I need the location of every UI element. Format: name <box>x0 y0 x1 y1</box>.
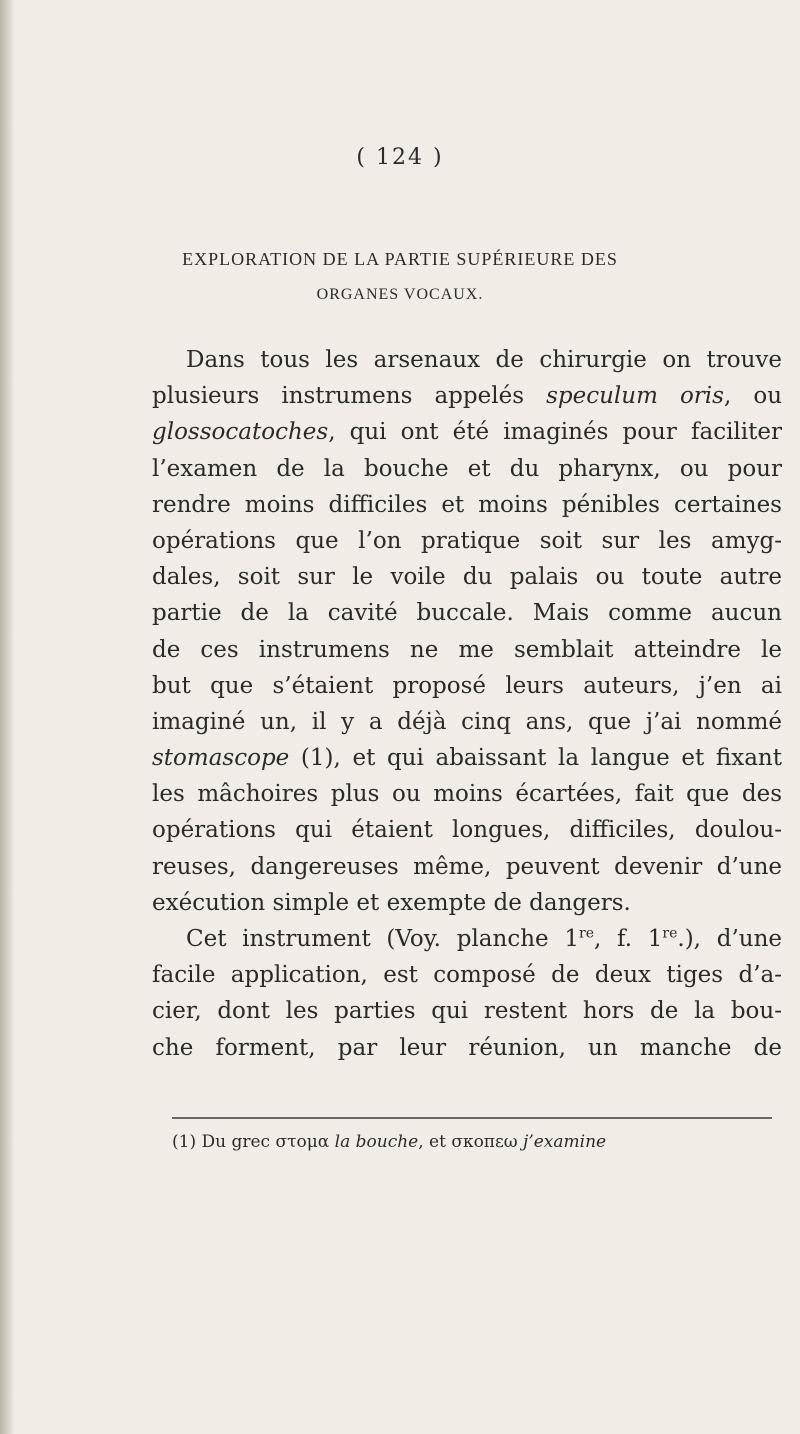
text-line: opérations qui étaient longues, difficiles, doulou- <box>152 817 782 844</box>
footnote-divider <box>172 1117 772 1119</box>
text-span: , f. 1 <box>593 926 663 952</box>
text-span: plusieurs instrumens appelés <box>152 383 547 410</box>
text-line: Dans tous les arsenaux de chirurgie on trouve <box>186 347 782 373</box>
text-span: , ou <box>723 383 783 410</box>
text-span: , et <box>418 1132 452 1152</box>
text-line <box>152 414 782 450</box>
text-span: .), d’une <box>677 926 782 952</box>
text-line: l’examen de la bouche et du pharynx, ou pour <box>152 455 782 482</box>
text-line: les mâchoires plus ou moins écartées, fait que des <box>152 781 782 808</box>
text-line <box>152 921 782 957</box>
page-number: ( 124 ) <box>356 145 444 170</box>
text-line: cier, dont les parties qui restent hors de la bou- <box>152 998 782 1025</box>
text-span: (1) Du grec <box>172 1132 276 1152</box>
text-line: facile application, est composé de deux tiges d’a- <box>152 962 782 989</box>
greek-word: σκοπεω <box>451 1132 518 1152</box>
text-line: opérations que l’on pratique soit sur les amyg- <box>152 527 782 554</box>
italic-term: la bouche <box>329 1132 419 1152</box>
text-span: , qui ont été imaginés pour faciliter <box>328 419 782 446</box>
superscript: re <box>662 925 678 942</box>
footnote <box>172 1132 606 1152</box>
greek-word: στομα <box>275 1132 330 1152</box>
italic-term: glossocatoches <box>152 419 329 446</box>
section-heading-line-2: ORGANES VOCAUX. <box>316 286 484 303</box>
page-gutter-shadow <box>0 0 14 1434</box>
italic-term: speculum oris <box>546 383 724 410</box>
text-line: che forment, par leur réunion, un manche de <box>152 1034 782 1061</box>
superscript: re <box>579 925 594 942</box>
text-line: rendre moins difficiles et moins pénibles certaines <box>152 491 782 518</box>
text-line: dales, soit sur le voile du palais ou toute autre <box>152 564 782 591</box>
text-line: imaginé un, il y a déjà cinq ans, que j’ai nommé <box>152 708 782 735</box>
body-paragraph <box>152 342 782 1066</box>
text-line: de ces instrumens ne me semblait atteindre le <box>152 636 782 663</box>
italic-term: j’examine <box>517 1132 607 1152</box>
text-line: reuses, dangereuses même, peuvent devenir d’une <box>152 853 782 880</box>
section-heading-line-1: EXPLORATION DE LA PARTIE SUPÉRIEURE DES <box>182 249 618 269</box>
text-line: exécution simple et exempte de dangers. <box>152 889 631 916</box>
text-line <box>152 740 782 776</box>
text-span: Cet instrument (Voy. planche 1 <box>186 926 579 952</box>
text-line: but que s’étaient proposé leurs auteurs, j’en ai <box>152 672 782 699</box>
italic-term: stomascope <box>152 745 290 772</box>
text-line <box>152 378 782 414</box>
text-span: (1), et qui abaissant la langue et fixant <box>289 745 782 772</box>
text-line: partie de la cavité buccale. Mais comme aucun <box>152 600 782 627</box>
